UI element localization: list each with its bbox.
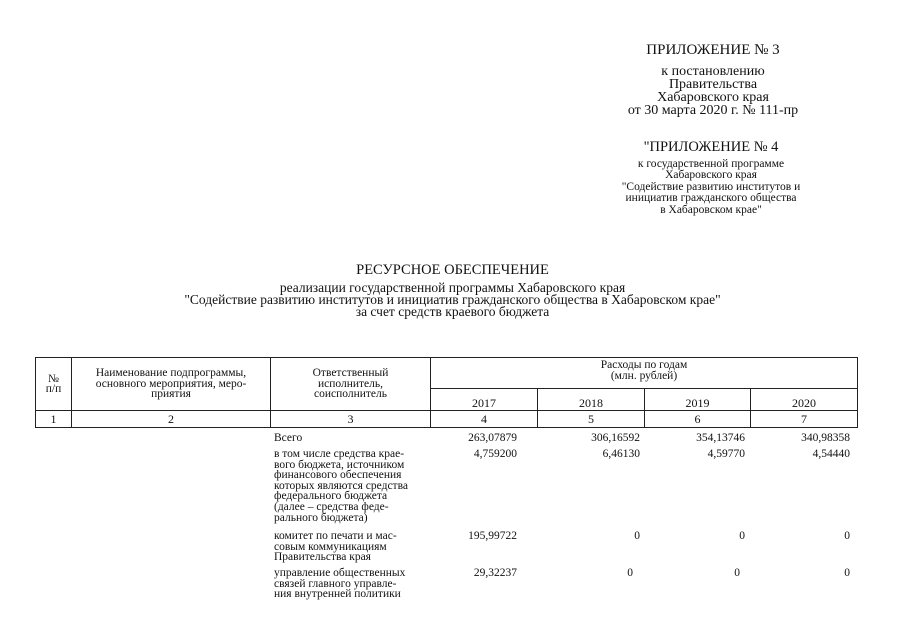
row-value-2019: 0 bbox=[739, 530, 745, 542]
table-row bbox=[0, 433, 905, 447]
row-value-2019: 0 bbox=[734, 567, 740, 579]
row-value-2017: 195,99722 bbox=[468, 530, 517, 542]
subtitle-line: "Содействие развитию институтов и инициатив гражданского общества в Хабаровском крае" bbox=[184, 291, 721, 307]
row-value-2020: 4,54440 bbox=[812, 448, 850, 460]
row-value-2019: 4,59770 bbox=[707, 448, 745, 460]
year-header: 2020 bbox=[751, 389, 858, 411]
row-value-2019: 354,13746 bbox=[696, 432, 745, 444]
row-value-2017: 29,32237 bbox=[473, 567, 517, 579]
appendix-4-line: "Содействие развитию институтов и bbox=[621, 180, 801, 193]
document-subtitle bbox=[0, 282, 905, 317]
col-header-expenses: Расходы по годам (млн. рублей) bbox=[431, 358, 858, 389]
document-title: РЕСУРСНОЕ ОБЕСПЕЧЕНИЕ bbox=[356, 262, 549, 278]
column-number: 5 bbox=[538, 411, 645, 428]
col-header-executor: Ответственный исполнитель, соисполнитель bbox=[271, 358, 431, 411]
column-number: 7 bbox=[751, 411, 858, 428]
subtitle-line: за счет средств краевого бюджета bbox=[355, 303, 550, 319]
year-header: 2018 bbox=[538, 389, 645, 411]
appendix-3-line: Правительства bbox=[668, 77, 758, 92]
row-value-2020: 340,98358 bbox=[801, 432, 850, 444]
table-row bbox=[0, 449, 905, 525]
column-number: 4 bbox=[431, 411, 538, 428]
appendix-3-title: ПРИЛОЖЕНИЕ № 3 bbox=[646, 42, 780, 58]
column-number: 1 bbox=[36, 411, 72, 428]
row-executor: в том числе средства крае- вого бюджета, источником финансового обеспечения которых являются средства федерального бюджета (далее – средства феде- рального бюджета) bbox=[274, 448, 408, 524]
row-value-2017: 263,07879 bbox=[468, 432, 517, 444]
table-row bbox=[0, 531, 905, 565]
year-header: 2019 bbox=[645, 389, 751, 411]
resource-table-header bbox=[35, 357, 858, 428]
row-executor: Всего bbox=[274, 432, 303, 444]
row-value-2018: 0 bbox=[627, 567, 633, 579]
appendix-4-line: в Хабаровском крае" bbox=[660, 203, 762, 216]
appendix-4-header bbox=[602, 140, 820, 216]
appendix-4-line: к государственной программе bbox=[637, 158, 785, 170]
row-value-2018: 306,16592 bbox=[591, 432, 640, 444]
row-value-2020: 0 bbox=[844, 567, 850, 579]
column-number: 3 bbox=[271, 411, 431, 428]
col-header-name: Наименование подпрограммы, основного мероприятия, меро- приятия bbox=[72, 358, 271, 411]
row-value-2018: 0 bbox=[634, 530, 640, 542]
appendix-4-line: инициатив гражданского общества bbox=[625, 192, 797, 205]
appendix-3-line: к постановлению bbox=[661, 64, 765, 79]
appendix-3-line: Хабаровского края bbox=[657, 90, 769, 105]
row-value-2017: 4,759200 bbox=[473, 448, 517, 460]
col-header-number: № п/п bbox=[36, 358, 72, 411]
row-executor: управление общественных связей главного управле- ния внутренней политики bbox=[274, 567, 406, 601]
appendix-3-header bbox=[600, 42, 826, 117]
column-number: 2 bbox=[72, 411, 271, 428]
row-executor: комитет по печати и мас- совым коммуникациям Правительства края bbox=[274, 530, 397, 564]
table-row bbox=[0, 568, 905, 602]
appendix-4-title: "ПРИЛОЖЕНИЕ № 4 bbox=[643, 139, 779, 155]
row-value-2018: 6,46130 bbox=[602, 448, 640, 460]
year-header: 2017 bbox=[431, 389, 538, 411]
subtitle-line: реализации государственной программы Хабаровского края bbox=[279, 280, 626, 295]
row-value-2020: 0 bbox=[844, 530, 850, 542]
appendix-3-line: от 30 марта 2020 г. № 111-пр bbox=[627, 103, 799, 118]
appendix-4-line: Хабаровского края bbox=[665, 169, 757, 182]
column-number: 6 bbox=[645, 411, 751, 428]
